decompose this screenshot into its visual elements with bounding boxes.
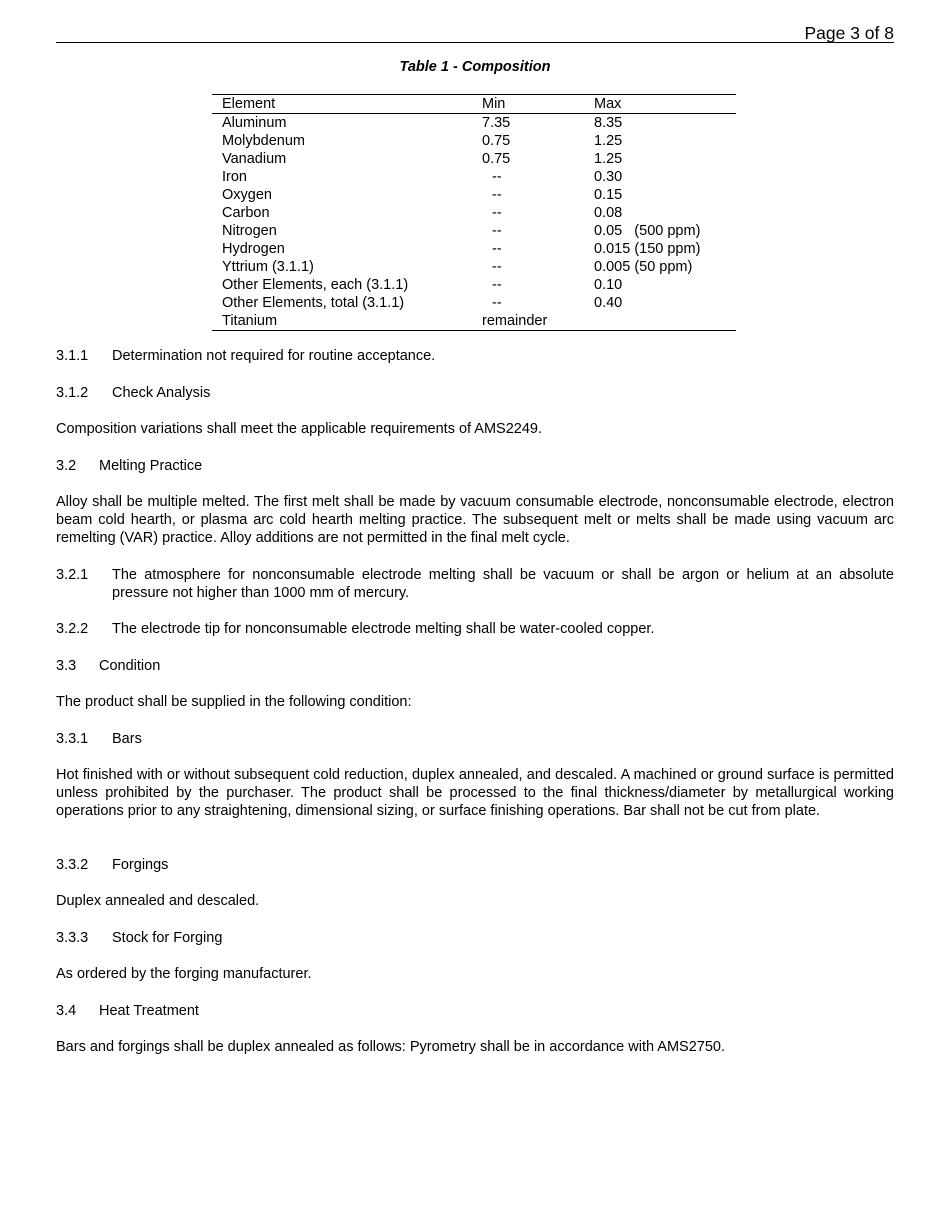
- section-3-2-2: [56, 620, 894, 638]
- section-3-1-2-heading: [56, 384, 210, 402]
- section-3-3-body: The product shall be supplied in the following condition:: [56, 694, 412, 710]
- column-header-min: Min: [482, 96, 506, 112]
- element-cell: Titanium: [222, 313, 278, 329]
- element-cell: Molybdenum: [222, 133, 306, 149]
- min-cell: --: [492, 277, 502, 293]
- element-cell: Hydrogen: [222, 241, 285, 257]
- max-cell: 0.015 (150 ppm): [594, 241, 701, 257]
- element-cell: Aluminum: [222, 115, 287, 131]
- section-3-1-1: [56, 347, 435, 365]
- header-rule: [56, 42, 894, 43]
- section-3-3-1-body: Hot finished with or without subsequent cold reduction, duplex annealed, and descaled. A machined or ground surface is permitted unless prohibited by the purchaser. The product shall be processed to the final thickness/diameter by metallurgical working operations prior to any straightening, dimensional sizing, or surface finishing operations. Bar shall not be cut from plate.: [56, 767, 894, 819]
- table-row: [212, 312, 736, 330]
- section-number: 3.2: [56, 458, 77, 474]
- element-cell: Nitrogen: [222, 223, 277, 239]
- min-cell: --: [492, 169, 502, 185]
- section-number: 3.2.1: [56, 567, 89, 583]
- max-cell: 8.35: [594, 115, 623, 131]
- table-row: [212, 222, 736, 240]
- section-number: 3.3: [56, 658, 77, 674]
- section-3-4-body: Bars and forgings shall be duplex annealed as follows: Pyrometry shall be in accordance with AMS2750.: [56, 1039, 725, 1055]
- table-row: [212, 186, 736, 204]
- table-row: [212, 150, 736, 168]
- element-cell: Vanadium: [222, 151, 287, 167]
- min-cell: 0.75: [482, 151, 511, 167]
- table-row: [212, 132, 736, 150]
- section-3-4-heading: [56, 1002, 199, 1020]
- element-cell: Yttrium (3.1.1): [222, 259, 314, 275]
- section-3-2-heading: [56, 457, 202, 475]
- max-cell: 0.15: [594, 187, 623, 203]
- min-cell: 0.75: [482, 133, 511, 149]
- element-cell: Carbon: [222, 205, 270, 221]
- min-cell: --: [492, 223, 502, 239]
- max-cell: 0.08: [594, 205, 623, 221]
- section-number: 3.3.1: [56, 731, 89, 747]
- column-header-element: Element: [222, 96, 276, 112]
- max-cell: 1.25: [594, 151, 623, 167]
- table-row: [212, 204, 736, 222]
- element-cell: Iron: [222, 169, 247, 185]
- element-cell: Oxygen: [222, 187, 272, 203]
- table-row: [212, 258, 736, 276]
- page-number: Page 3 of 8: [804, 23, 894, 43]
- column-header-max: Max: [594, 96, 622, 112]
- section-title: Melting Practice: [99, 458, 203, 474]
- section-3-3-1-heading: [56, 730, 142, 748]
- max-cell: [594, 312, 736, 330]
- section-number: 3.4: [56, 1003, 77, 1019]
- max-cell: 0.40: [594, 295, 623, 311]
- min-cell: 7.35: [482, 115, 511, 131]
- min-cell: --: [492, 241, 502, 257]
- table-header-row: [212, 95, 736, 114]
- table-body: [212, 114, 736, 330]
- section-3-3-2-heading: [56, 856, 168, 874]
- section-text: Determination not required for routine acceptance.: [112, 348, 436, 364]
- section-number: 3.1.1: [56, 348, 89, 364]
- table-title: Table 1 - Composition: [399, 59, 551, 75]
- table-row: [212, 168, 736, 186]
- section-title: Stock for Forging: [112, 930, 223, 946]
- composition-table: [212, 94, 736, 331]
- min-cell: remainder: [482, 313, 548, 329]
- section-3-3-3-body: As ordered by the forging manufacturer.: [56, 966, 312, 982]
- section-3-2-body: Alloy shall be multiple melted. The first melt shall be made by vacuum consumable electrode, nonconsumable electrode, electron beam cold hearth, or plasma arc cold hearth melting practice. The subsequent melt or melts shall be made using vacuum arc remelting (VAR) practice. Alloy additions are not permitted in the final melt cycle.: [56, 494, 894, 546]
- max-cell: 0.005 (50 ppm): [594, 259, 693, 275]
- section-title: Condition: [99, 658, 161, 674]
- section-text: The atmosphere for nonconsumable electrode melting shall be vacuum or shall be argon or helium at an absolute pressure not higher than 1000 mm of mercury.: [112, 567, 894, 601]
- table-row: [212, 114, 736, 132]
- section-3-3-heading: [56, 657, 160, 675]
- section-title: Bars: [112, 731, 142, 747]
- max-cell: 0.05 (500 ppm): [594, 223, 701, 239]
- element-cell: Other Elements, total (3.1.1): [222, 295, 405, 311]
- section-3-1-2-body: Composition variations shall meet the applicable requirements of AMS2249.: [56, 421, 543, 437]
- min-cell: --: [492, 205, 502, 221]
- min-cell: --: [492, 187, 502, 203]
- section-number: 3.3.2: [56, 857, 89, 873]
- min-cell: --: [492, 259, 502, 275]
- table-row: [212, 294, 736, 312]
- section-number: 3.2.2: [56, 621, 89, 637]
- table-row: [212, 240, 736, 258]
- min-cell: --: [492, 295, 502, 311]
- max-cell: 1.25: [594, 133, 623, 149]
- section-number: 3.1.2: [56, 385, 89, 401]
- max-cell: 0.10: [594, 277, 623, 293]
- section-3-3-3-heading: [56, 929, 222, 947]
- section-title: Check Analysis: [112, 385, 211, 401]
- section-text: The electrode tip for nonconsumable electrode melting shall be water-cooled copper.: [112, 621, 655, 637]
- section-title: Heat Treatment: [99, 1003, 199, 1019]
- max-cell: 0.30: [594, 169, 623, 185]
- table-row: [212, 276, 736, 294]
- section-3-3-2-body: Duplex annealed and descaled.: [56, 893, 260, 909]
- section-3-2-1: [56, 566, 894, 602]
- section-title: Forgings: [112, 857, 169, 873]
- section-number: 3.3.3: [56, 930, 89, 946]
- element-cell: Other Elements, each (3.1.1): [222, 277, 409, 293]
